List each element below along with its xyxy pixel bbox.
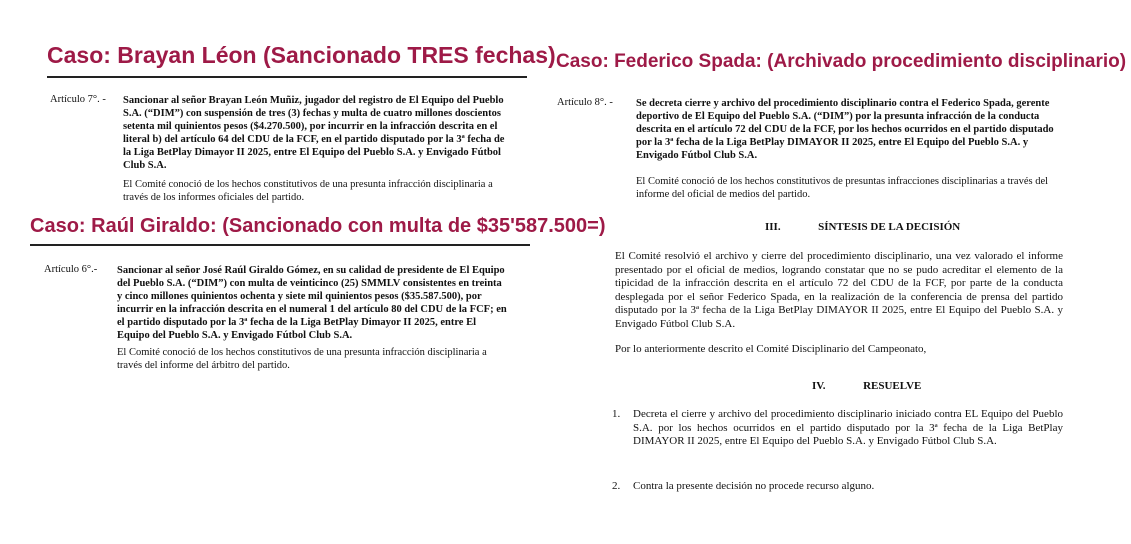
item-text: Decreta el cierre y archivo del procedimiento disciplinario iniciado contra EL Equipo del Pueblo S.A. por los hechos ocurridos en el partido disputado por la 3ª fecha de la Liga BetPlay DIMAYOR II 2025, entre El Equipo del Pueblo S.A. y Envigado Fútbol Club S.A. bbox=[633, 408, 1063, 448]
section-4-title bbox=[812, 380, 921, 392]
case-heading-federico: Caso: Federico Spada: (Archivado procedimiento disciplinario) bbox=[556, 51, 1127, 72]
section-number: IV. bbox=[812, 380, 826, 392]
article-label: Artículo 6°.- bbox=[44, 264, 98, 275]
item-text: Contra la presente decisión no procede recurso alguno. bbox=[633, 480, 875, 492]
item-number: 1. bbox=[612, 408, 621, 420]
closing-line: Por lo anteriormente descrito el Comité Disciplinario del Campeonato, bbox=[615, 343, 927, 355]
section-3-title bbox=[765, 221, 960, 233]
article-note: El Comité conoció de los hechos constitutivos de presuntas infracciones disciplinarias a través del informe del oficial de medios del partido. bbox=[636, 176, 1049, 200]
heading-underline-brayan bbox=[47, 76, 527, 78]
heading-underline-raul bbox=[30, 244, 530, 246]
article-text: Se decreta cierre y archivo del procedimiento disciplinario contra el Federico Spada, gerente deportivo de El Equipo del Pueblo S.A. (“DIM”) por la presunta infracción de la conducta descrita en el artículo 72 del CDU de la FCF, por los hechos ocurridos en el partido disputado por la 3ª fecha de la Liga BetPlay DIMAYOR II 2025, entre El Equipo del Pueblo S.A. y Envigado Fútbol Club S.A. bbox=[636, 98, 1054, 161]
article-label: Artículo 8°. - bbox=[557, 97, 613, 108]
section-number: III. bbox=[765, 221, 781, 233]
article-text: Sancionar al señor Brayan León Muñiz, jugador del registro de El Equipo del Pueblo S.A. (“DIM”) con suspensión de tres (3) fechas y multa de cuatro millones doscientos setenta mil quinientos pesos ($4.270.500), por incurrir en la infracción descrita en el literal b) del artículo 64 del CDU de la FCF, en el partido disputado por la 3ª fecha de la Liga BetPlay Dimayor II 2025, entre El Equipo del Pueblo S.A. y Envigado Fútbol Club S.A. bbox=[123, 95, 505, 171]
article-note: El Comité conoció de los hechos constitutivos de una presunta infracción disciplinaria a través del informe del árbitro del partido. bbox=[117, 347, 487, 371]
case-heading-brayan: Caso: Brayan Léon (Sancionado TRES fechas) bbox=[47, 42, 556, 68]
article-label: Artículo 7°. - bbox=[50, 94, 106, 105]
section-heading: SÍNTESIS DE LA DECISIÓN bbox=[818, 221, 961, 233]
item-number: 2. bbox=[612, 480, 621, 492]
article-text: Sancionar al señor José Raúl Giraldo Gómez, en su calidad de presidente de El Equipo del Pueblo S.A. (“DIM”) con multa de veinticinco (25) SMMLV consistentes en treinta y cinco millones quinientos ochenta y siete mil quinientos pesos ($35.587.500), por incurrir en la infracción descrita en el numeral 1 del artículo 80 del CDU de la FCF; en el partido disputado por la 3ª fecha de la Liga BetPlay Dimayor II 2025, entre El Equipo del Pueblo S.A. y Envigado Fútbol Club S.A. bbox=[117, 265, 507, 341]
synthesis-paragraph: El Comité resolvió el archivo y cierre del procedimiento disciplinario, una vez valorado el informe presentado por el oficial de medios, logrando constatar que no se pudo acreditar el elemento de la tipicidad de la infracción descrita en el artículo 72 del CDU de la FCF, por parte de la conducta desplegada por el señor Federico Spada, en la realización de la conferencia de prensa del partido disputado por la 3ª fecha de la Liga BetPlay DIMAYOR II 2025, entre El Equipo del Pueblo S.A. y Envigado Fútbol Club S.A. bbox=[615, 250, 1063, 330]
article-note: El Comité conoció de los hechos constitutivos de una presunta infracción disciplinaria a través de los informes oficiales del partido. bbox=[123, 179, 493, 203]
section-heading: RESUELVE bbox=[863, 380, 922, 392]
case-heading-raul: Caso: Raúl Giraldo: (Sancionado con multa de $35'587.500=) bbox=[30, 215, 606, 237]
